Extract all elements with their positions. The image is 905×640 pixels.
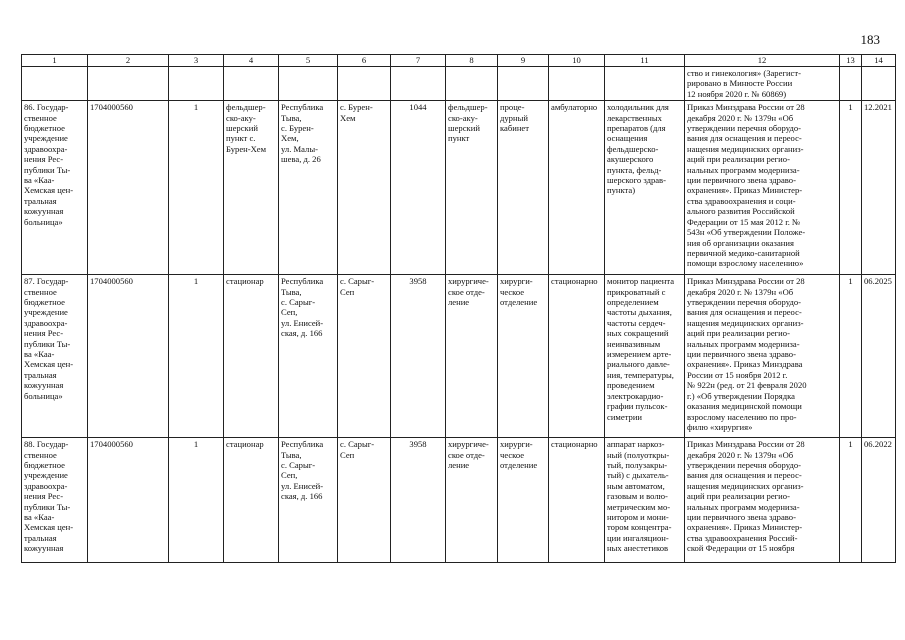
address-cell: Республика Тыва, с. Сарыг- Сеп, ул. Енисей- ская, д. 166 <box>279 275 338 438</box>
empty-cell <box>169 67 224 101</box>
equipment-table <box>21 54 896 563</box>
department-cell: хирургиче- ское отде- ление <box>446 275 498 438</box>
address-cell: Республика Тыва, с. Сарыг- Сеп, ул. Енисей- ская, д. 166 <box>279 438 338 563</box>
settlement-cell: с. Сарыг- Сеп <box>338 275 391 438</box>
table-row <box>22 101 896 275</box>
equipment-cell: холодильник для лекарственных препаратов (для оснащения фельдшерско- акушерского пункта, фельд- шерского здрав- пункта) <box>605 101 685 275</box>
date-cell: 12.2021 <box>862 101 896 275</box>
empty-cell <box>605 67 685 101</box>
organization-cell: 88. Государ- ственное бюджетное учреждение здравоохра- нения Рес- публики Ты- ва «Каа- Хемская цен- тральная кожуунная <box>22 438 88 563</box>
empty-cell <box>88 67 169 101</box>
legal-basis-cell: ство и гинекология» (Зарегист- рировано в Минюсте России 12 ноября 2020 г. № 60869) <box>685 67 840 101</box>
unit-type-cell: стационар <box>224 275 279 438</box>
column-number: 9 <box>498 55 549 67</box>
quantity-cell: 1 <box>840 275 862 438</box>
equipment-cell: монитор пациента прикроватный с определением частоты дыхания, частоты сердеч- ных сокращений неинвазивным измерением арте- риального давле- ния, температуры, проведением электрокардио- графии пульсок- симетрии <box>605 275 685 438</box>
page-number: 183 <box>860 32 880 47</box>
code-cell: 1704000560 <box>88 438 169 563</box>
empty-cell <box>549 67 605 101</box>
population-cell: 3958 <box>391 438 446 563</box>
table-row <box>22 438 896 563</box>
settlement-cell: с. Сарыг- Сеп <box>338 438 391 563</box>
column-number: 14 <box>862 55 896 67</box>
empty-cell <box>391 67 446 101</box>
column-number: 3 <box>169 55 224 67</box>
count-cell: 1 <box>169 101 224 275</box>
column-number: 4 <box>224 55 279 67</box>
column-number-row <box>22 55 896 67</box>
empty-cell <box>279 67 338 101</box>
department-cell: хирургиче- ское отде- ление <box>446 438 498 563</box>
settlement-cell: с. Бурен- Хем <box>338 101 391 275</box>
population-cell: 3958 <box>391 275 446 438</box>
room-cell: хирурги- ческое отделение <box>498 438 549 563</box>
column-number: 10 <box>549 55 605 67</box>
column-number: 13 <box>840 55 862 67</box>
population-cell: 1044 <box>391 101 446 275</box>
room-cell: проце- дурный кабинет <box>498 101 549 275</box>
column-number: 8 <box>446 55 498 67</box>
care-form-cell: амбулаторно <box>549 101 605 275</box>
unit-type-cell: стационар <box>224 438 279 563</box>
care-form-cell: стационарно <box>549 275 605 438</box>
column-number: 6 <box>338 55 391 67</box>
column-number: 7 <box>391 55 446 67</box>
empty-cell <box>224 67 279 101</box>
empty-cell <box>446 67 498 101</box>
unit-type-cell: фельдшер- ско-аку- шерский пункт с. Бурен-Хем <box>224 101 279 275</box>
legal-basis-cell: Приказ Минздрава России от 28 декабря 2020 г. № 1379н «Об утверждении перечня оборудо- вания для оснащения и переос- нащения медицинских организ- аций при реализации регио- нальных программ модерниза- ции первичного звена здраво- охранения». Приказ Министер- ства здравоохранения и соци- ального развития Российской Федерации от 15 мая 2012 г. № 543н «Об утверждении Положе- ния об организации оказания первичной медико-санитарной помощи взрослому населению» <box>685 101 840 275</box>
address-cell: Республика Тыва, с. Бурен- Хем, ул. Малы- шева, д. 26 <box>279 101 338 275</box>
empty-cell <box>498 67 549 101</box>
quantity-cell: 1 <box>840 438 862 563</box>
empty-cell <box>338 67 391 101</box>
column-number: 2 <box>88 55 169 67</box>
continuation-row <box>22 67 896 101</box>
organization-cell: 87. Государ- ственное бюджетное учреждение здравоохра- нения Рес- публики Ты- ва «Каа- Хемская цен- тральная кожуунная больница» <box>22 275 88 438</box>
equipment-cell: аппарат наркоз- ный (полуоткры- тый, полузакры- тый) с дыхатель- ным автоматом, газовым и волю- метрическим мо- нитором и мони- тором концентра- ции ингаляцион- ных анестетиков <box>605 438 685 563</box>
room-cell: хирурги- ческое отделение <box>498 275 549 438</box>
quantity-cell: 1 <box>840 101 862 275</box>
empty-cell <box>862 67 896 101</box>
empty-cell <box>840 67 862 101</box>
legal-basis-cell: Приказ Минздрава России от 28 декабря 2020 г. № 1379н «Об утверждении перечня оборудо- вания для оснащения и переос- нащения медицинских организ- аций при реализации регио- нальных программ модерниза- ции первичного звена здраво- охранения». Приказ Минздрава России от 15 ноября 2012 г. № 922н (ред. от 21 февраля 2020 г.) «Об утверждении Порядка оказания медицинской помощи взрослому населению по про- филю «хирургия» <box>685 275 840 438</box>
column-number: 12 <box>685 55 840 67</box>
table-row <box>22 275 896 438</box>
count-cell: 1 <box>169 275 224 438</box>
department-cell: фельдшер- ско-аку- шерский пункт <box>446 101 498 275</box>
empty-cell <box>22 67 88 101</box>
column-number: 1 <box>22 55 88 67</box>
count-cell: 1 <box>169 438 224 563</box>
date-cell: 06.2025 <box>862 275 896 438</box>
legal-basis-cell: Приказ Минздрава России от 28 декабря 2020 г. № 1379н «Об утверждении перечня оборудо- вания для оснащения и переос- нащения медицинских организ- аций при реализации регио- нальных программ модерниза- ции первичного звена здраво- охранения». Приказ Министер- ства здравоохранения Россий- ской Федерации от 15 ноября <box>685 438 840 563</box>
organization-cell: 86. Государ- ственное бюджетное учреждение здравоохра- нения Рес- публики Ты- ва «Каа- Хемская цен- тральная кожуунная больница» <box>22 101 88 275</box>
column-number: 11 <box>605 55 685 67</box>
date-cell: 06.2022 <box>862 438 896 563</box>
care-form-cell: стационарно <box>549 438 605 563</box>
code-cell: 1704000560 <box>88 101 169 275</box>
column-number: 5 <box>279 55 338 67</box>
code-cell: 1704000560 <box>88 275 169 438</box>
